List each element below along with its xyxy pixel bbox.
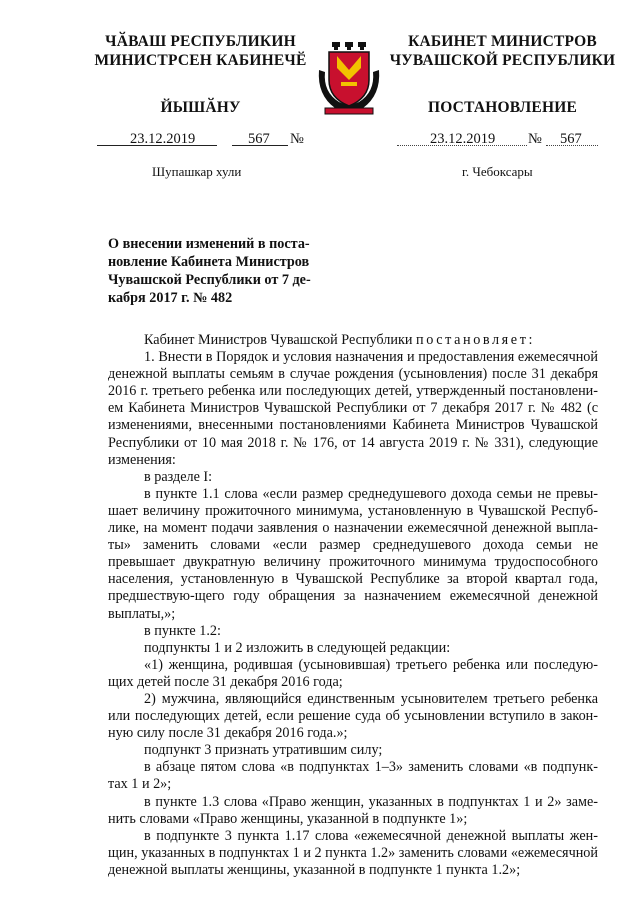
- intro-keyword: постановляет:: [416, 332, 536, 348]
- paragraph-9: в абзаце пятом слова «в подпунктах 1–3» заменить словами «в подпунк-тах 1 и 2»;: [108, 759, 598, 793]
- title-line-4: кабря 2017 г. № 482: [108, 290, 233, 306]
- doctype-right: ПОСТАНОВЛЕНИЕ: [427, 99, 578, 116]
- paragraph-11: в подпункте 3 пункта 1.17 слова «ежемесячной денежной выплаты жен-щин, указанных в подпунктах 1 и 2 пункта 1.2» заменить словами «ежемесячной денежной выплаты женщины, указанной в подпункте 1 пункта 1.2»;: [108, 827, 598, 878]
- intro-text: Кабинет Министров Чувашской Республики: [144, 332, 416, 348]
- right-date: 23.12.2019: [430, 131, 496, 147]
- header-left-line2: МИНИСТРСЕН КАБИНЕЧӖ: [94, 52, 307, 69]
- header-left: [88, 32, 313, 70]
- paragraph-3: в пункте 1.1 слова «если размер среднедушевого дохода семьи не превы-шает величину прожиточного минимума, установленную в Чувашской Респуб-лике, на момент подачи заявления о назначении ежемесячной денежной выпла-ты» заменить словами «если размер среднедушевого дохода семьи не превышает двукратную величину прожиточного минимума трудоспособного населения, установленную в Чувашской Республике за второй квартал года, предшествую-щего году обращения за назначением ежемесячной денежной выплаты,»;: [108, 485, 598, 622]
- paragraph-6: «1) женщина, родившая (усыновившая) третьего ребенка или последую-щих детей после 31 декабря 2016 года;: [108, 656, 598, 690]
- left-number: 567: [248, 131, 270, 147]
- paragraph-2: в разделе I:: [144, 468, 213, 485]
- paragraph-5: подпункты 1 и 2 изложить в следующей редакции:: [144, 639, 451, 656]
- document-body: [108, 332, 598, 879]
- emblem: [315, 40, 383, 120]
- document-title: [108, 235, 318, 307]
- place-right: г. Чебоксары: [462, 164, 533, 179]
- left-no-sign: №: [290, 131, 304, 147]
- left-date: 23.12.2019: [130, 131, 196, 147]
- intro-paragraph: [108, 332, 598, 349]
- doctype-left: ЙЫШӐНУ: [160, 99, 241, 116]
- right-no-sign: №: [528, 131, 542, 147]
- paragraph-10: в пункте 1.3 слова «Право женщин, указанных в подпунктах 1 и 2» заме-нить словами «Право женщины, указанной в подпункте 1»;: [108, 793, 598, 827]
- title-line-3: Чувашской Республики от 7 де-: [108, 272, 311, 288]
- paragraph-1: 1. Внести в Порядок и условия назначения и предоставления ежемесячной денежной выплаты семьям в случае рождения (усыновления) после 31 декабря 2016 г. третьего ребенка или последующих детей, утвержденный постановлени-ем Кабинета Министров Чувашской Республики от 7 декабря 2017 г. № 482 (с изменениями, внесенными постановлениями Кабинета Министров Чувашской Республики от 10 мая 2018 г. № 176, от 14 августа 2019 г. № 331), следующие изменения:: [108, 349, 598, 468]
- title-line-2: новление Кабинета Министров: [108, 254, 310, 270]
- header-right-line2: ЧУВАШСКОЙ РЕСПУБЛИКИ: [389, 52, 616, 69]
- place-left: Шупашкар хули: [152, 164, 242, 179]
- right-number: 567: [560, 131, 582, 147]
- paragraph-4: в пункте 1.2:: [144, 622, 221, 639]
- header-left-line1: ЧӐВАШ РЕСПУБЛИКИН: [105, 33, 296, 50]
- paragraph-7: 2) мужчина, являющийся единственным усыновителем третьего ребенка или последующих детей, если решение суда об усыновлении вступило в закон-ную силу после 31 декабря 2016 года.»;: [108, 690, 598, 742]
- coat-of-arms-icon: [315, 40, 383, 120]
- paragraph-8: подпункт 3 признать утратившим силу;: [144, 742, 383, 759]
- title-line-1: О внесении изменений в поста-: [108, 236, 310, 252]
- header-right: [380, 32, 625, 70]
- header-right-line1: КАБИНЕТ МИНИСТРОВ: [408, 33, 597, 50]
